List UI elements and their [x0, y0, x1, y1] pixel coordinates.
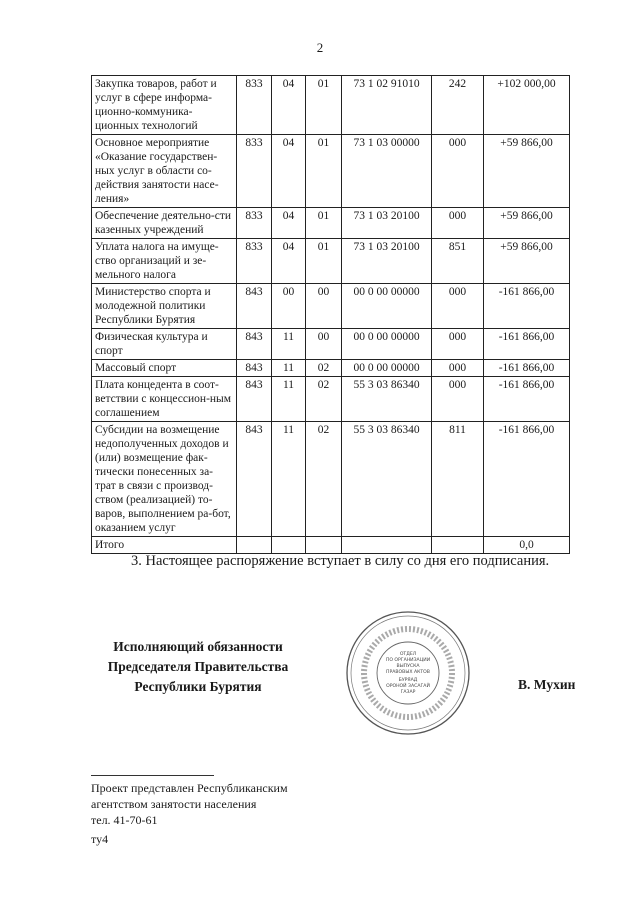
row-amount: +59 866,00 — [484, 135, 570, 208]
table-row — [92, 422, 570, 537]
row-section: 04 — [272, 239, 306, 284]
row-amount: -161 866,00 — [484, 284, 570, 329]
row-grbs: 843 — [237, 422, 272, 537]
row-target-article: 73 1 03 20100 — [342, 208, 432, 239]
row-expense-type: 000 — [432, 135, 484, 208]
signer-name: В. Мухин — [518, 677, 576, 692]
row-section: 04 — [272, 76, 306, 135]
seal-line: ОРОНОЙ ЗАСАГАЙ — [386, 684, 430, 689]
row-target-article: 00 0 00 00000 — [342, 284, 432, 329]
seal-line: ГАЗАР — [400, 690, 416, 695]
row-amount: -161 866,00 — [484, 360, 570, 377]
table-row — [92, 76, 570, 135]
row-subsection: 02 — [306, 422, 342, 537]
row-name: Обеспечение деятельно-сти казенных учреждений — [92, 208, 237, 239]
row-subsection: 01 — [306, 239, 342, 284]
total-sum: 0,0 — [484, 537, 570, 554]
table-row — [92, 329, 570, 360]
row-target-article: 55 3 03 86340 — [342, 377, 432, 422]
row-subsection: 02 — [306, 377, 342, 422]
row-subsection: 01 — [306, 76, 342, 135]
row-grbs: 833 — [237, 239, 272, 284]
row-amount: +59 866,00 — [484, 208, 570, 239]
row-amount: -161 866,00 — [484, 377, 570, 422]
seal-line: БУРЯАД — [398, 678, 418, 683]
position-line: Республики Бурятия — [134, 679, 262, 694]
row-expense-type: 242 — [432, 76, 484, 135]
row-expense-type: 000 — [432, 208, 484, 239]
row-grbs: 833 — [237, 76, 272, 135]
document-code: ту4 — [91, 832, 109, 846]
row-grbs: 843 — [237, 377, 272, 422]
row-expense-type: 811 — [432, 422, 484, 537]
row-section: 04 — [272, 135, 306, 208]
footnote-line: тел. 41-70-61 — [91, 813, 158, 827]
row-name: Массовый спорт — [92, 360, 237, 377]
row-section: 11 — [272, 329, 306, 360]
budget-table-body — [92, 76, 570, 537]
row-section: 04 — [272, 208, 306, 239]
row-subsection: 00 — [306, 329, 342, 360]
row-amount: -161 866,00 — [484, 422, 570, 537]
row-name: Основное мероприятие «Оказание государствен-ных услуг в области со-действия занятости насе-ления» — [92, 135, 237, 208]
row-expense-type: 000 — [432, 284, 484, 329]
table-row — [92, 360, 570, 377]
total-label: Итого — [92, 537, 237, 554]
seal-line: ПРАВОВЫХ АКТОВ — [386, 670, 430, 675]
row-amount: -161 866,00 — [484, 329, 570, 360]
budget-table — [91, 75, 570, 554]
table-row — [92, 135, 570, 208]
row-target-article: 00 0 00 00000 — [342, 329, 432, 360]
row-name: Уплата налога на имуще-ство организаций и зе-мельного налога — [92, 239, 237, 284]
row-target-article: 73 1 03 20100 — [342, 239, 432, 284]
footnote-line: Проект представлен Республиканским — [91, 781, 288, 795]
table-row — [92, 284, 570, 329]
row-name: Министерство спорта и молодежной политики Республики Бурятия — [92, 284, 237, 329]
row-grbs: 843 — [237, 360, 272, 377]
effective-clause: 3. Настоящее распоряжение вступает в силу со дня его подписания. — [131, 553, 550, 569]
row-section: 00 — [272, 284, 306, 329]
row-target-article: 00 0 00 00000 — [342, 360, 432, 377]
row-amount: +59 866,00 — [484, 239, 570, 284]
row-expense-type: 000 — [432, 360, 484, 377]
seal-line: ПО ОРГАНИЗАЦИИ — [385, 658, 431, 663]
page-number: 2 — [316, 40, 324, 55]
row-subsection: 01 — [306, 135, 342, 208]
row-name: Субсидии на возмещение недополученных доходов и (или) возмещение фак-тически понесенных за-трат в связи с производ-ством (реализацией) то-варов, выполнением ра-бот, оказанием услуг — [92, 422, 237, 537]
row-grbs: 833 — [237, 208, 272, 239]
row-target-article: 73 1 03 00000 — [342, 135, 432, 208]
row-subsection: 02 — [306, 360, 342, 377]
total-row — [92, 537, 570, 554]
row-name: Физическая культура и спорт — [92, 329, 237, 360]
row-target-article: 73 1 02 91010 — [342, 76, 432, 135]
row-name: Плата концедента в соот-ветствии с концессион-ным соглашением — [92, 377, 237, 422]
row-grbs: 843 — [237, 329, 272, 360]
table-row — [92, 377, 570, 422]
row-section: 11 — [272, 422, 306, 537]
row-subsection: 01 — [306, 208, 342, 239]
table-row — [92, 239, 570, 284]
table-row — [92, 208, 570, 239]
footnote-separator — [91, 775, 214, 776]
row-name: Закупка товаров, работ и услуг в сфере информа-ционно-коммуника-ционных технологий — [92, 76, 237, 135]
row-target-article: 55 3 03 86340 — [342, 422, 432, 537]
seal-line: ВЫПУСКА — [396, 664, 420, 669]
position-line: Исполняющий обязанности — [113, 639, 283, 654]
footnote-line: агентством занятости населения — [91, 797, 257, 811]
row-expense-type: 851 — [432, 239, 484, 284]
row-grbs: 833 — [237, 135, 272, 208]
position-line: Председателя Правительства — [107, 659, 289, 674]
row-subsection: 00 — [306, 284, 342, 329]
row-amount: +102 000,00 — [484, 76, 570, 135]
row-section: 11 — [272, 360, 306, 377]
signatory-position — [78, 637, 318, 697]
official-seal — [345, 610, 471, 736]
seal-line: ОТДЕЛ — [399, 652, 417, 657]
footnote — [91, 780, 288, 828]
row-section: 11 — [272, 377, 306, 422]
row-expense-type: 000 — [432, 377, 484, 422]
row-grbs: 843 — [237, 284, 272, 329]
row-expense-type: 000 — [432, 329, 484, 360]
